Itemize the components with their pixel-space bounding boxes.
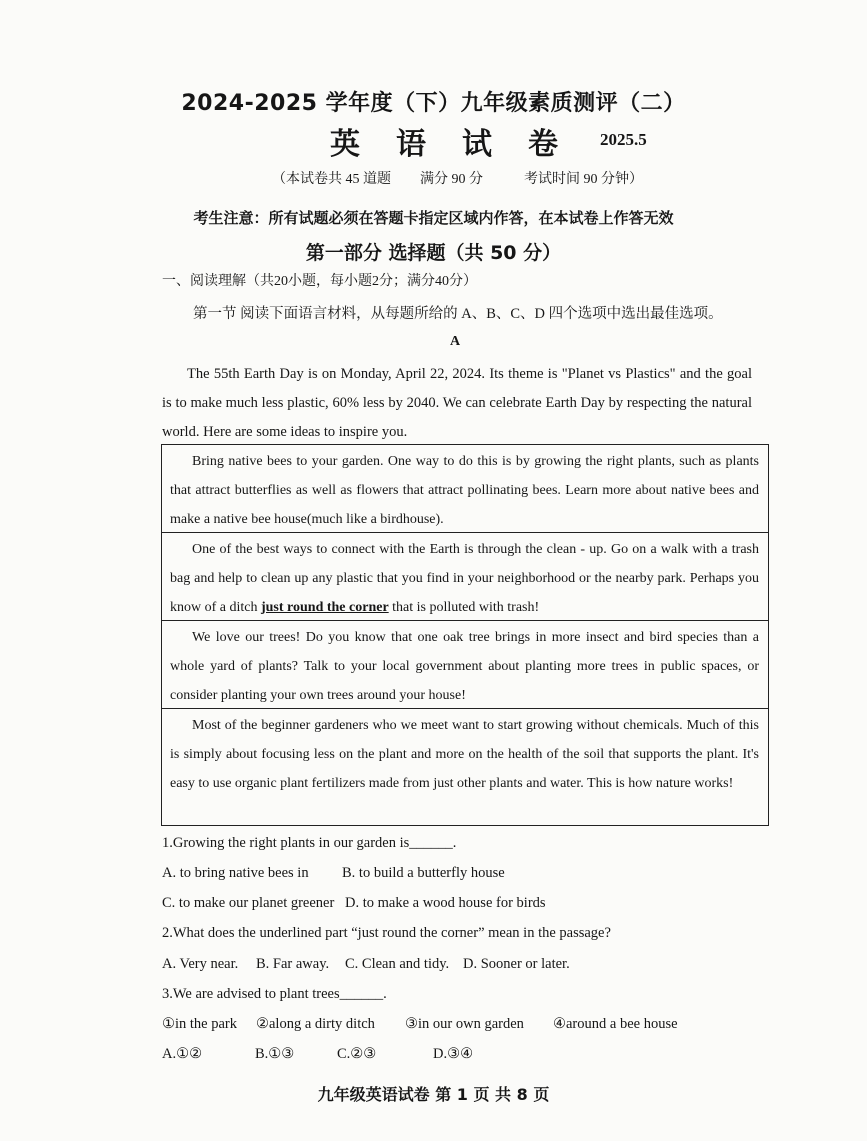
part-heading: 第一部分 选择题（共 50 分）: [305, 242, 562, 264]
q3-item-2: ②along a dirty ditch: [256, 1016, 375, 1032]
question-1: 1.Growing the right plants in our garden is______.: [162, 835, 457, 851]
passage-label: A: [449, 334, 461, 349]
exam-notice: 考生注意：所有试题必须在答题卡指定区域内作答，在本试卷上作答无效: [193, 209, 674, 227]
question-2: 2.What does the underlined part “just round the corner” mean in the passage?: [162, 925, 611, 941]
passage-intro: The 55th Earth Day is on Monday, April 22, 2024. Its theme is "Planet vs Plastics" and the goal is to make much less plastic, 60% less by 2040. We can celebrate Earth Day by respecting the natural world. Here are some ideas to inspire you.: [162, 366, 752, 440]
q1-option-d: D. to make a wood house for birds: [345, 895, 546, 911]
idea-cleanup: [162, 533, 768, 621]
q1-option-a: A. to bring native bees in: [162, 865, 309, 881]
exam-info: [272, 168, 643, 188]
q1-option-c: C. to make our planet greener: [162, 895, 335, 911]
section-title: 一、阅读理解（共20小题，每小题2分；满分40分）: [162, 274, 477, 289]
idea-cleanup-text-2: that is polluted with trash!: [388, 600, 540, 615]
exam-title: 2024-2025 学年度（下）九年级素质测评（二）: [181, 91, 686, 116]
q3-option-c: C.②③: [337, 1046, 377, 1062]
question-3: 3.We are advised to plant trees______.: [162, 986, 387, 1002]
q3-item-3: ③in our own garden: [405, 1016, 524, 1032]
exam-subject: 英语试卷: [330, 127, 594, 162]
underlined-phrase: just round the corner: [260, 600, 389, 615]
exam-date: 2025.5: [600, 130, 647, 149]
ideas-box: [161, 444, 769, 826]
idea-cleanup-text-1: One of the best ways to connect with the Earth is through the clean - up. Go on a walk with a trash bag and help to clean up any plastic that you find in your neighborhood or the nearby park. Perhaps you know of a ditch: [170, 542, 759, 615]
info-full-score: 满分 90 分: [420, 172, 483, 187]
info-question-count: （本试卷共 45 道题: [272, 172, 391, 187]
q3-option-d: D.③④: [433, 1046, 474, 1062]
q1-option-b: B. to build a butterfly house: [342, 865, 505, 881]
q3-option-b: B.①③: [255, 1046, 295, 1062]
page-footer: 九年级英语试卷 第 1 页 共 8 页: [317, 1085, 550, 1104]
q2-option-b: B. Far away.: [256, 956, 330, 972]
subsection-instructions: 第一节 阅读下面语言材料，从每题所给的 A、B、C、D 四个选项中选出最佳选项。: [193, 306, 723, 322]
idea-trees: We love our trees! Do you know that one oak tree brings in more insect and bird species than a whole yard of plants? Talk to your local government about planting more trees in public spaces, or consider planting your own trees around your house!: [162, 621, 768, 709]
q3-item-4: ④around a bee house: [553, 1016, 678, 1032]
info-time: 考试时间 90 分钟）: [524, 172, 643, 187]
q3-option-a: A.①②: [162, 1046, 203, 1062]
q2-option-c: C. Clean and tidy.: [345, 956, 450, 972]
idea-bees: Bring native bees to your garden. One way to do this is by growing the right plants, such as plants that attract butterflies as well as flowers that attract pollinating bees. Learn more about native bees and make a native bee house(much like a birdhouse).: [162, 445, 768, 533]
q2-option-d: D. Sooner or later.: [463, 956, 570, 972]
q2-option-a: A. Very near.: [162, 956, 239, 972]
q3-item-1: ①in the park: [162, 1016, 238, 1032]
idea-soil: Most of the beginner gardeners who we meet want to start growing without chemicals. Much of this is simply about focusing less on the plant and more on the health of the soil that supports the plant. It's easy to use organic plant fertilizers made from just other plants and water. This is how nature works!: [170, 718, 759, 791]
